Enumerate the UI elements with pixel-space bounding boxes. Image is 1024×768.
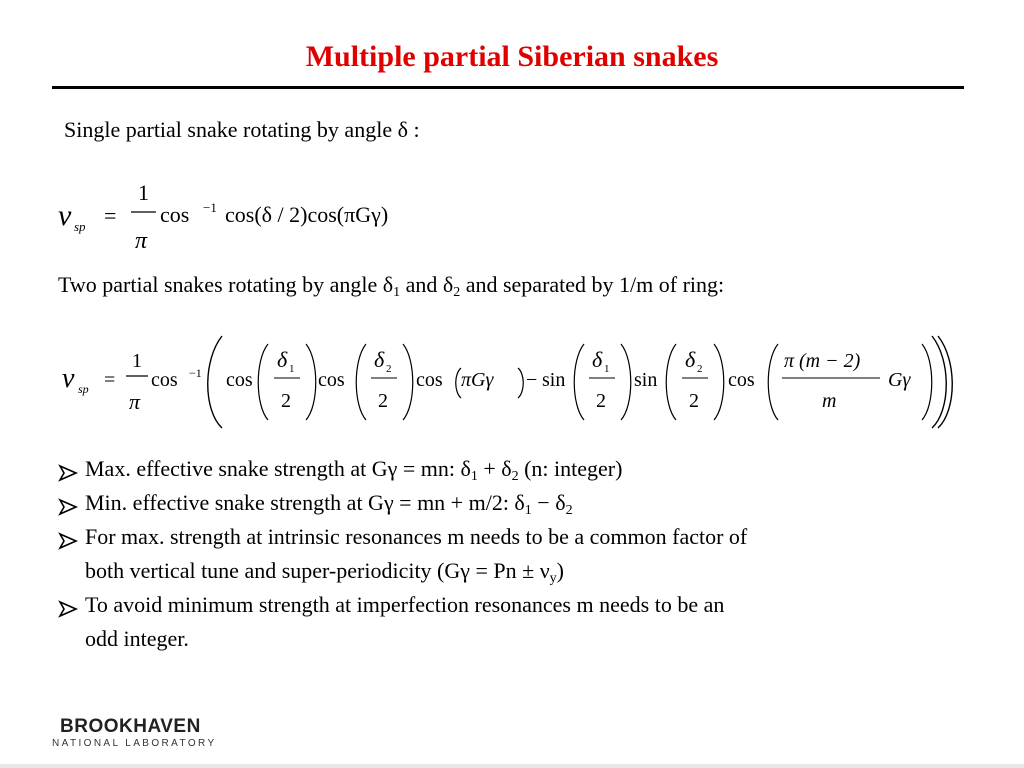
bullet-imperfection-resonances: To avoid minimum strength at imperfection resonances m needs to be an odd integer. <box>58 588 958 656</box>
eq1-frac-den: π <box>135 228 148 254</box>
eq2-da-den: 2 <box>281 390 291 412</box>
eq2-dd-sub: 2 <box>697 363 703 375</box>
eq2-frac-num: 1 <box>132 350 142 372</box>
eq2-cos-d: cos <box>728 369 755 391</box>
eq2-db-sub: 2 <box>386 363 392 375</box>
eq2-outer-open <box>208 336 222 428</box>
eq1-nu-sub: sp <box>74 219 86 234</box>
eq2-da: δ <box>277 347 288 372</box>
intro-single-snake: Single partial snake rotating by angle δ : <box>64 117 420 142</box>
eq2-equals: = <box>104 369 116 391</box>
brookhaven-logo <box>52 716 227 750</box>
eq2-da-sub: 1 <box>289 363 295 375</box>
logo-line1: BROOKHAVEN <box>60 716 201 737</box>
eq2-db-den: 2 <box>378 390 388 412</box>
eq2-sin-a: sin <box>542 369 566 391</box>
bullet-list <box>58 452 958 656</box>
eq2-cos-c: cos <box>416 369 443 391</box>
eq2-dc: δ <box>592 347 603 372</box>
bullet-min-strength: Min. effective snake strength at Gγ = mn + m/2: $\delta_1 - \delta_2$ <box>58 486 958 520</box>
intro-two-snakes: Two partial snakes rotating by angle $\delta_1$ and $\delta_2$ and separated by 1/m of ring: <box>58 272 725 300</box>
eq2-den3: m <box>822 390 837 412</box>
eq2-frac-den: π <box>129 389 141 414</box>
eq2-cosinv: cos <box>151 369 178 391</box>
eq2-dd-den: 2 <box>689 390 699 412</box>
logo-line2: NATIONAL LABORATORY <box>52 738 217 749</box>
eq2-sin-b: sin <box>634 369 658 391</box>
eq1-nu: ν <box>58 199 72 232</box>
arrow-bullet-icon <box>58 527 78 561</box>
eq2-dc-den: 2 <box>596 390 606 412</box>
eq1-body: cos(δ / 2)cos(πGγ) <box>225 202 389 227</box>
eq2-nu: ν <box>62 363 75 394</box>
eq2-sup: −1 <box>189 366 202 380</box>
bullet-max-strength: Max. effective snake strength at Gγ = mn: $\delta_1 + \delta_2$ (n: integer) <box>58 452 958 486</box>
eq2-minus: − <box>526 369 538 391</box>
eq2-cos-b: cos <box>318 369 345 391</box>
eq2-db: δ <box>374 347 385 372</box>
eq1-equals: = <box>104 203 117 228</box>
eq2-ggamma: Gγ <box>888 369 911 391</box>
eq2-dd: δ <box>685 347 696 372</box>
eq2-num3: π (m − 2) <box>784 350 861 372</box>
eq1-cos: cos <box>160 202 190 227</box>
eq2-dc-sub: 1 <box>604 363 610 375</box>
eq2-cos-a: cos <box>226 369 253 391</box>
bullet-intrinsic-resonances: For max. strength at intrinsic resonances m needs to be a common factor of both vertical tune and super-periodicity $(G\gamma = Pn \pm \nu_y)$ <box>58 520 958 588</box>
eq2-outer-close <box>932 336 946 428</box>
eq1-sup: −1 <box>203 200 217 215</box>
arrow-bullet-icon <box>58 595 78 629</box>
eq2-pigg: πGγ <box>461 369 494 391</box>
eq2-nu-sub: sp <box>78 382 89 396</box>
slide-title: Multiple partial Siberian snakes <box>305 40 719 73</box>
eq1-frac-num: 1 <box>138 180 149 205</box>
bottom-bar <box>0 764 1024 768</box>
